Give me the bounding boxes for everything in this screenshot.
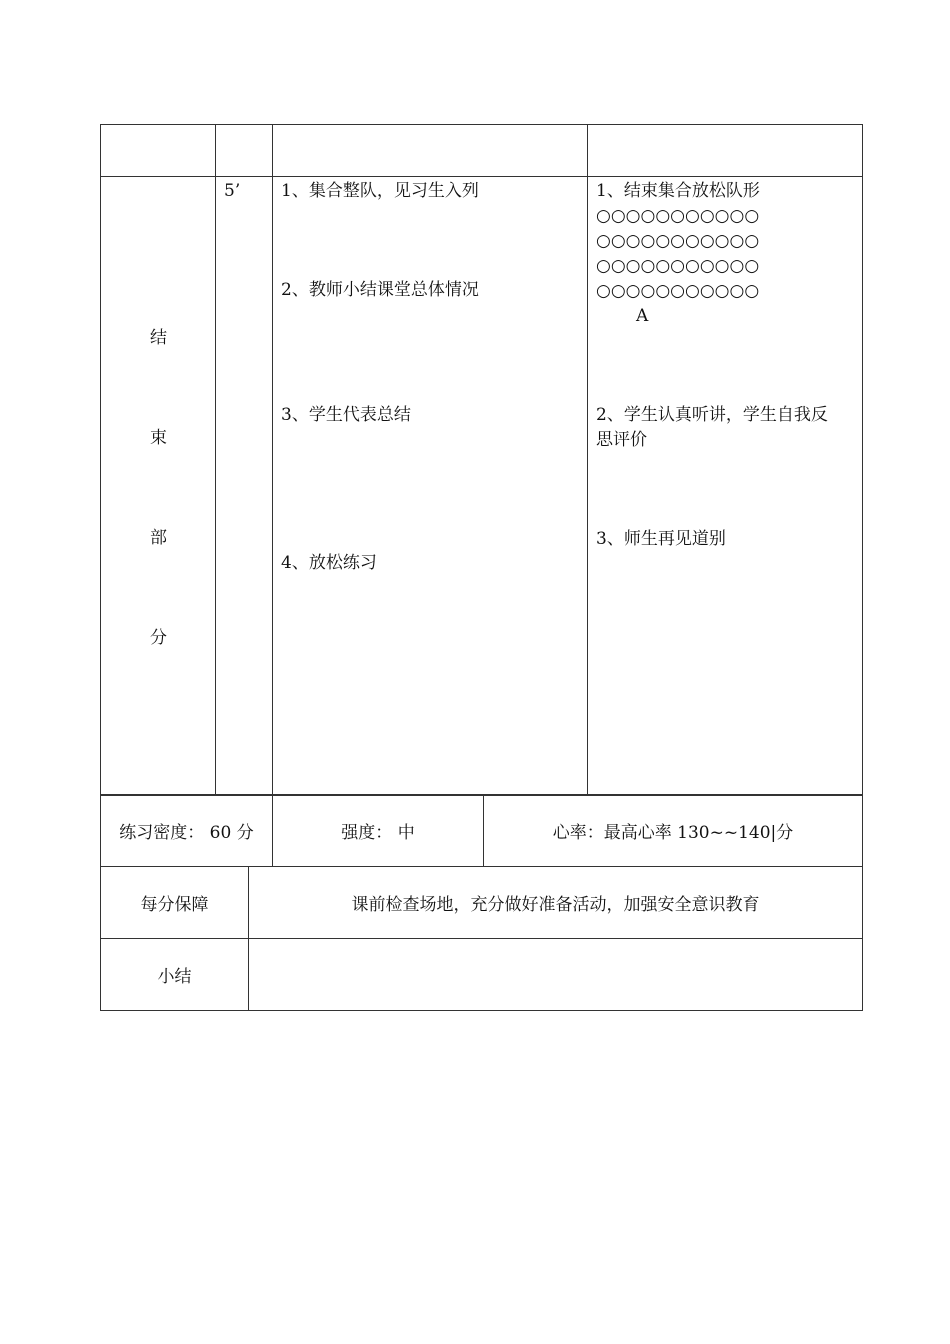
empty-cell: [588, 125, 863, 177]
student-item: 1、结束集合放松队形: [596, 181, 760, 201]
student-activity-cell: [588, 177, 863, 796]
teacher-position-mark: A: [636, 306, 649, 326]
time-value: 5’: [224, 181, 241, 201]
section-label-cell: [101, 177, 216, 796]
empty-cell: [273, 125, 588, 177]
summary-content[interactable]: [249, 939, 863, 1011]
intensity-cell: 强度： 中: [273, 795, 484, 867]
density-cell: 练习密度： 60 分: [101, 795, 273, 867]
section-label-char: 部: [150, 528, 167, 548]
empty-top-row: [101, 125, 863, 177]
ending-section-row: [101, 177, 863, 796]
teacher-item: 2、教师小结课堂总体情况: [281, 280, 479, 300]
safety-label: 每分保障: [101, 867, 249, 939]
formation-row: ○○○○○○○○○○○: [596, 231, 760, 251]
safety-row: [101, 867, 863, 939]
summary-label: 小结: [101, 939, 249, 1011]
teacher-item: 1、集合整队，见习生入列: [281, 181, 479, 201]
safety-summary-table: [100, 866, 863, 1011]
stats-row: [101, 795, 863, 867]
formation-row: ○○○○○○○○○○○: [596, 281, 760, 301]
teacher-item: 4、放松练习: [281, 553, 377, 573]
empty-cell: [216, 125, 273, 177]
student-item: 2、学生认真听讲，学生自我反: [596, 405, 828, 425]
student-item-continued: 思评价: [596, 430, 647, 450]
section-label-char: 分: [150, 628, 167, 648]
formation-row: ○○○○○○○○○○○: [596, 206, 760, 226]
lesson-table: [100, 124, 863, 796]
summary-row: [101, 939, 863, 1011]
section-label-char: 束: [150, 428, 167, 448]
heart-rate-cell: 心率：最高心率 130~~140|分: [484, 795, 863, 867]
student-item: 3、师生再见道别: [596, 529, 726, 549]
empty-cell: [101, 125, 216, 177]
section-label-char: 结: [150, 328, 167, 348]
formation-row: ○○○○○○○○○○○: [596, 256, 760, 276]
teacher-item: 3、学生代表总结: [281, 405, 411, 425]
stats-table: [100, 794, 863, 867]
time-cell: [216, 177, 273, 796]
teacher-activity-cell: [273, 177, 588, 796]
safety-content: 课前检查场地，充分做好准备活动，加强安全意识教育: [249, 867, 863, 939]
